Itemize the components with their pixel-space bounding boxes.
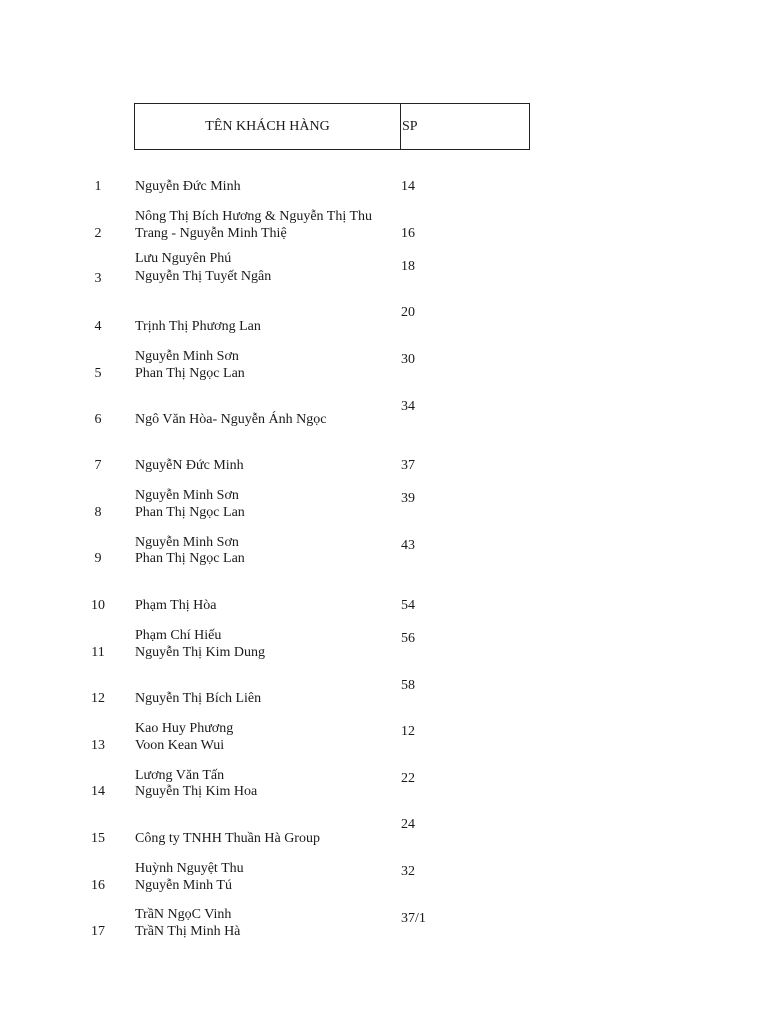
row-number: 9 <box>94 551 102 566</box>
header-divider <box>400 104 401 149</box>
sp-value: 58 <box>401 678 415 693</box>
customer-name-line: Phan Thị Ngọc Lan <box>135 551 245 566</box>
customer-name-line: Phạm Thị Hòa <box>135 598 217 613</box>
row-number: 17 <box>91 924 105 939</box>
sp-value: 30 <box>401 352 415 367</box>
customer-name-line: Nguyễn Minh Tú <box>135 878 232 893</box>
row-number: 1 <box>94 179 102 194</box>
sp-value: 39 <box>401 491 415 506</box>
row-number: 15 <box>91 831 105 846</box>
customer-name-line: Nông Thị Bích Hương & Nguyễn Thị Thu <box>135 209 373 224</box>
customer-name-line: Nguyễn Đức Minh <box>135 179 241 194</box>
sp-value: 14 <box>401 179 415 194</box>
customer-name-line: Ngô Văn Hòa- Nguyễn Ánh Ngọc <box>135 412 327 427</box>
row-number: 3 <box>94 271 102 286</box>
sp-header: SP <box>402 119 418 134</box>
row-number: 13 <box>91 738 105 753</box>
customer-name-line: Phạm Chí Hiếu <box>135 628 222 643</box>
customer-name-line: Lưu Nguyên Phú <box>135 251 232 266</box>
customer-name-line: Lương Văn Tấn <box>135 768 225 783</box>
sp-value: 37/1 <box>401 911 426 926</box>
sp-value: 12 <box>401 724 415 739</box>
customer-name-line: Nguyễn Minh Sơn <box>135 488 239 503</box>
sp-value: 22 <box>401 771 415 786</box>
row-number: 4 <box>94 319 102 334</box>
sp-value: 24 <box>401 817 415 832</box>
sp-value: 18 <box>401 259 415 274</box>
customer-name-line: TrầN NgọC Vinh <box>135 907 232 922</box>
sp-value: 56 <box>401 631 415 646</box>
customer-name-line: Kao Huy Phương <box>135 721 234 736</box>
customer-name-line: Voon Kean Wui <box>135 738 225 753</box>
customer-name-line: NguyễN Đức Minh <box>135 458 244 473</box>
customer-name-line: TrầN Thị Minh Hà <box>135 924 241 939</box>
customer-name-line: Phan Thị Ngọc Lan <box>135 505 245 520</box>
customer-name-line: Nguyễn Minh Sơn <box>135 349 239 364</box>
row-number: 11 <box>91 645 105 660</box>
customer-name-line: Huỳnh Nguyệt Thu <box>135 861 244 876</box>
row-number: 16 <box>91 878 105 893</box>
customer-name-line: Trang - Nguyễn Minh Thiệ <box>135 226 287 241</box>
row-number: 10 <box>91 598 105 613</box>
row-number: 5 <box>94 366 102 381</box>
row-number: 7 <box>94 458 102 473</box>
sp-value: 37 <box>401 458 415 473</box>
row-number: 2 <box>94 226 102 241</box>
customer-name-line: Nguyễn Thị Kim Hoa <box>135 784 258 799</box>
customer-name-line: Nguyễn Thị Kim Dung <box>135 645 266 660</box>
sp-value: 16 <box>401 226 415 241</box>
row-number: 12 <box>91 691 105 706</box>
table-header <box>134 103 530 150</box>
customer-name-line: Nguyễn Thị Tuyết Ngân <box>135 269 272 284</box>
customer-name-line: Công ty TNHH Thuần Hà Group <box>135 831 320 846</box>
customer-name-line: Nguyễn Thị Bích Liên <box>135 691 262 706</box>
row-number: 6 <box>94 412 102 427</box>
sp-value: 20 <box>401 305 415 320</box>
sp-value: 54 <box>401 598 415 613</box>
customer-name-header: TÊN KHÁCH HÀNG <box>205 119 330 134</box>
sp-value: 34 <box>401 399 415 414</box>
customer-name-line: Phan Thị Ngọc Lan <box>135 366 245 381</box>
row-number: 8 <box>94 505 102 520</box>
sp-value: 32 <box>401 864 415 879</box>
sp-value: 43 <box>401 538 415 553</box>
customer-name-line: Trịnh Thị Phương Lan <box>135 319 261 334</box>
customer-name-line: Nguyễn Minh Sơn <box>135 535 239 550</box>
row-number: 14 <box>91 784 105 799</box>
